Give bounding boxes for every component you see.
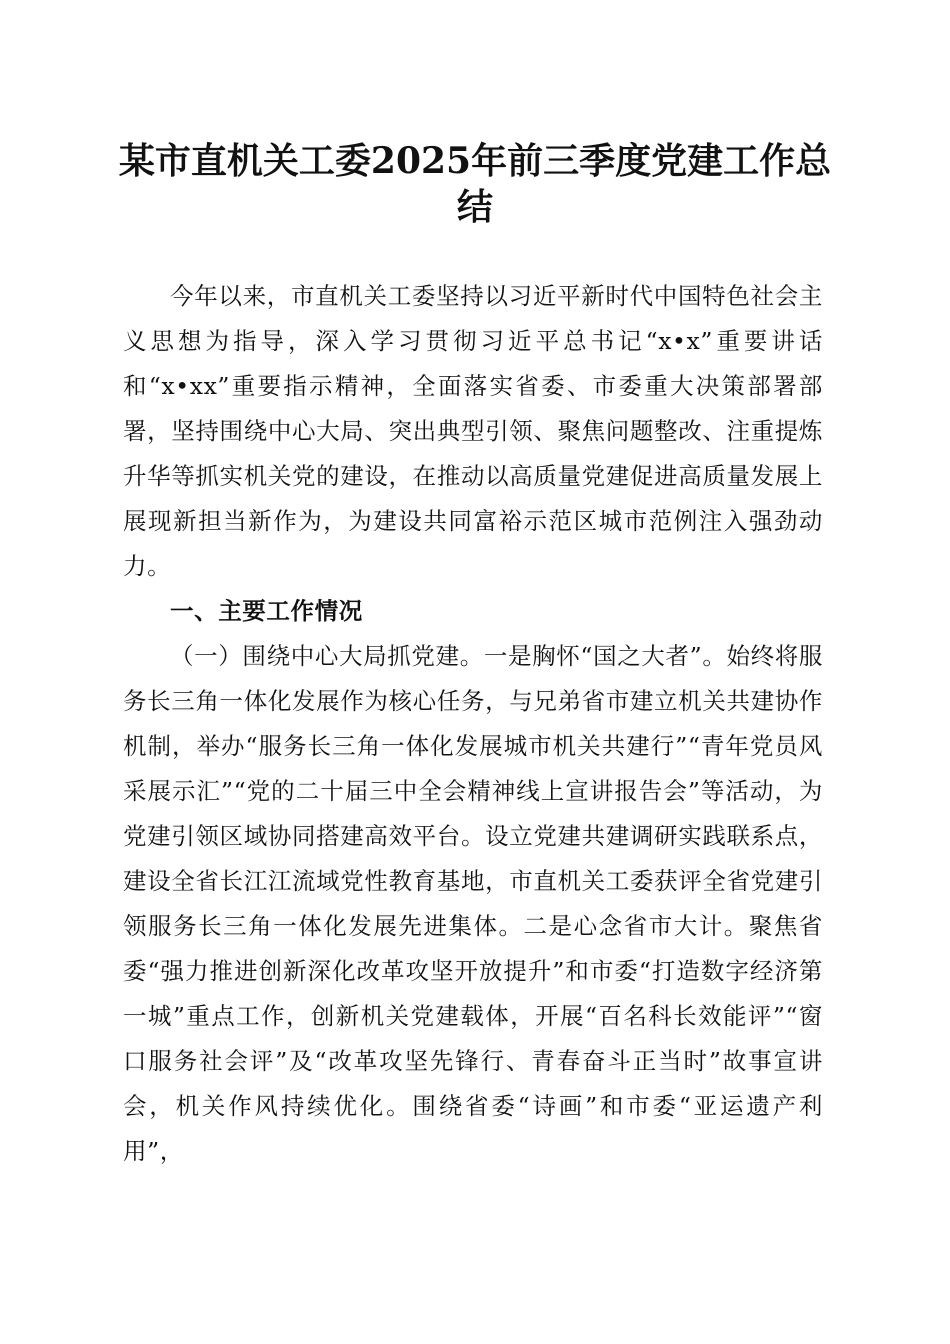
section-heading: 一、主要工作情况 <box>170 597 363 625</box>
subsection-text: 一是胸怀“国之大者”。始终将服务长三角一体化发展作为核心任务，与兄弟省市建立机关共建协作机制，举办“服务长三角一体化发展城市机关共建行”“青年党员风采展示汇”“党的二十届三中全会精神线上宣讲报告会”等活动，为党建引领区域协同搭建高效平台。设立党建共建调研实践联系点，建设全省长江江流域党性教育基地，市直机关工委获评全省党建引领服务长三角一体化发展先进集体。二是心念省市大计。聚焦省委“强力推进创新深化改革攻坚开放提升”和市委“打造数字经济第一城”重点工作，创新机关党建载体，开展“百名科长效能评”“窗口服务社会评”及“改革攻坚先锋行、青春奋斗正当时”故事宣讲会，机关作风持续优化。围绕省委“诗画”和市委“亚运遗产利用”， <box>123 642 823 1165</box>
document-body <box>123 274 823 1174</box>
intro-paragraph: 今年以来，市直机关工委坚持以习近平新时代中国特色社会主义思想为指导，深入学习贯彻习近平总书记“x•x”重要讲话和“x•xx”重要指示精神，全面落实省委、市委重大决策部署部署，坚持围绕中心大局、突出典型引领、聚焦问题整改、注重提炼升华等抓实机关党的建设，在推动以高质量党建促进高质量发展上展现新担当新作为，为建设共同富裕示范区城市范例注入强劲动力。 <box>123 282 823 580</box>
document-title: 某市直机关工委2025年前三季度党建工作总结 <box>118 140 832 228</box>
subsection-lead: （一）围绕中心大局抓党建。 <box>170 642 484 670</box>
subsection-paragraph <box>123 634 823 1174</box>
